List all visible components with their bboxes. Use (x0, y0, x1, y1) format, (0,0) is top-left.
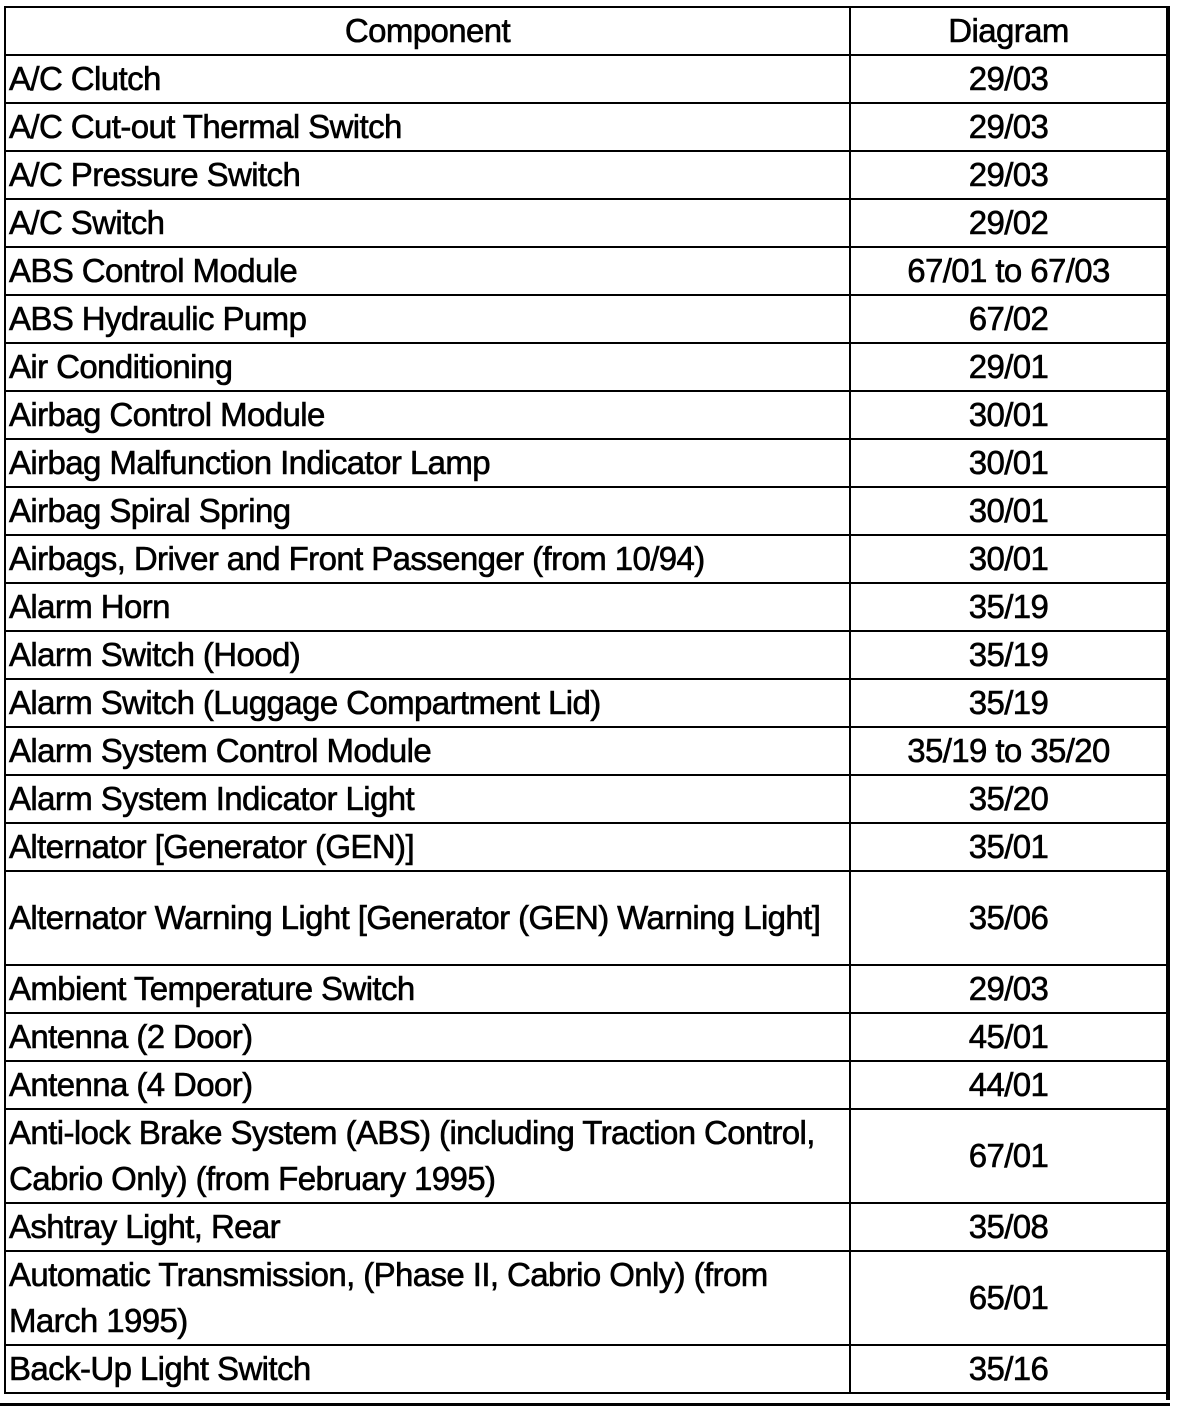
table-row (5, 487, 1167, 535)
component-cell: Air Conditioning (5, 343, 850, 391)
table-row (5, 583, 1167, 631)
component-cell: Automatic Transmission, (Phase II, Cabrio Only) (from March 1995) (5, 1251, 850, 1345)
component-cell: ABS Control Module (5, 247, 850, 295)
table-row (5, 391, 1167, 439)
table-row (5, 727, 1167, 775)
component-cell: Antenna (2 Door) (5, 1013, 850, 1061)
diagram-cell: 29/01 (850, 343, 1167, 391)
diagram-cell: 30/01 (850, 487, 1167, 535)
table-row (5, 631, 1167, 679)
component-cell: Alarm Horn (5, 583, 850, 631)
component-cell: Back-Up Light Switch (5, 1345, 850, 1393)
table-row (5, 1061, 1167, 1109)
component-cell: A/C Cut-out Thermal Switch (5, 103, 850, 151)
component-table-container (4, 6, 1168, 1394)
table-row (5, 247, 1167, 295)
component-cell: Airbag Malfunction Indicator Lamp (5, 439, 850, 487)
table-row (5, 823, 1167, 871)
page-bottom-rule (0, 1403, 1170, 1406)
table-row (5, 775, 1167, 823)
component-cell: Ambient Temperature Switch (5, 965, 850, 1013)
component-cell: Airbag Control Module (5, 391, 850, 439)
table-row (5, 151, 1167, 199)
diagram-cell: 29/03 (850, 965, 1167, 1013)
table-row (5, 1345, 1167, 1393)
table-row (5, 679, 1167, 727)
diagram-cell: 29/03 (850, 151, 1167, 199)
component-cell: Anti-lock Brake System (ABS) (including Traction Control, Cabrio Only) (from February 1995) (5, 1109, 850, 1203)
table-row (5, 343, 1167, 391)
table-row (5, 1203, 1167, 1251)
component-cell: Ashtray Light, Rear (5, 1203, 850, 1251)
diagram-cell: 35/08 (850, 1203, 1167, 1251)
header-diagram: Diagram (850, 7, 1167, 55)
component-cell: A/C Switch (5, 199, 850, 247)
component-cell: Alternator [Generator (GEN)] (5, 823, 850, 871)
table-row (5, 535, 1167, 583)
component-cell: Alarm Switch (Hood) (5, 631, 850, 679)
table-row (5, 295, 1167, 343)
table-row (5, 871, 1167, 965)
diagram-cell: 67/01 (850, 1109, 1167, 1203)
diagram-cell: 30/01 (850, 439, 1167, 487)
diagram-cell: 30/01 (850, 535, 1167, 583)
diagram-cell: 35/19 to 35/20 (850, 727, 1167, 775)
diagram-cell: 35/19 (850, 679, 1167, 727)
header-component: Component (5, 7, 850, 55)
component-cell: Alarm System Control Module (5, 727, 850, 775)
table-row (5, 55, 1167, 103)
component-cell: A/C Pressure Switch (5, 151, 850, 199)
diagram-cell: 35/06 (850, 871, 1167, 965)
diagram-cell: 35/19 (850, 583, 1167, 631)
table-row (5, 1109, 1167, 1203)
component-diagram-table (4, 6, 1168, 1394)
diagram-cell: 35/01 (850, 823, 1167, 871)
diagram-cell: 67/01 to 67/03 (850, 247, 1167, 295)
diagram-cell: 30/01 (850, 391, 1167, 439)
table-row (5, 965, 1167, 1013)
diagram-cell: 29/02 (850, 199, 1167, 247)
diagram-cell: 35/19 (850, 631, 1167, 679)
component-cell: Alarm System Indicator Light (5, 775, 850, 823)
table-header-row (5, 7, 1167, 55)
diagram-cell: 44/01 (850, 1061, 1167, 1109)
table-row (5, 103, 1167, 151)
diagram-cell: 65/01 (850, 1251, 1167, 1345)
diagram-cell: 35/16 (850, 1345, 1167, 1393)
diagram-cell: 29/03 (850, 55, 1167, 103)
component-cell: A/C Clutch (5, 55, 850, 103)
table-row (5, 199, 1167, 247)
diagram-cell: 67/02 (850, 295, 1167, 343)
table-right-edge (1166, 6, 1170, 1400)
component-cell: Airbag Spiral Spring (5, 487, 850, 535)
diagram-cell: 35/20 (850, 775, 1167, 823)
component-cell: ABS Hydraulic Pump (5, 295, 850, 343)
table-row (5, 439, 1167, 487)
component-cell: Airbags, Driver and Front Passenger (from 10/94) (5, 535, 850, 583)
component-cell: Alternator Warning Light [Generator (GEN) Warning Light] (5, 871, 850, 965)
table-row (5, 1013, 1167, 1061)
component-cell: Antenna (4 Door) (5, 1061, 850, 1109)
table-row (5, 1251, 1167, 1345)
diagram-cell: 45/01 (850, 1013, 1167, 1061)
diagram-cell: 29/03 (850, 103, 1167, 151)
component-cell: Alarm Switch (Luggage Compartment Lid) (5, 679, 850, 727)
